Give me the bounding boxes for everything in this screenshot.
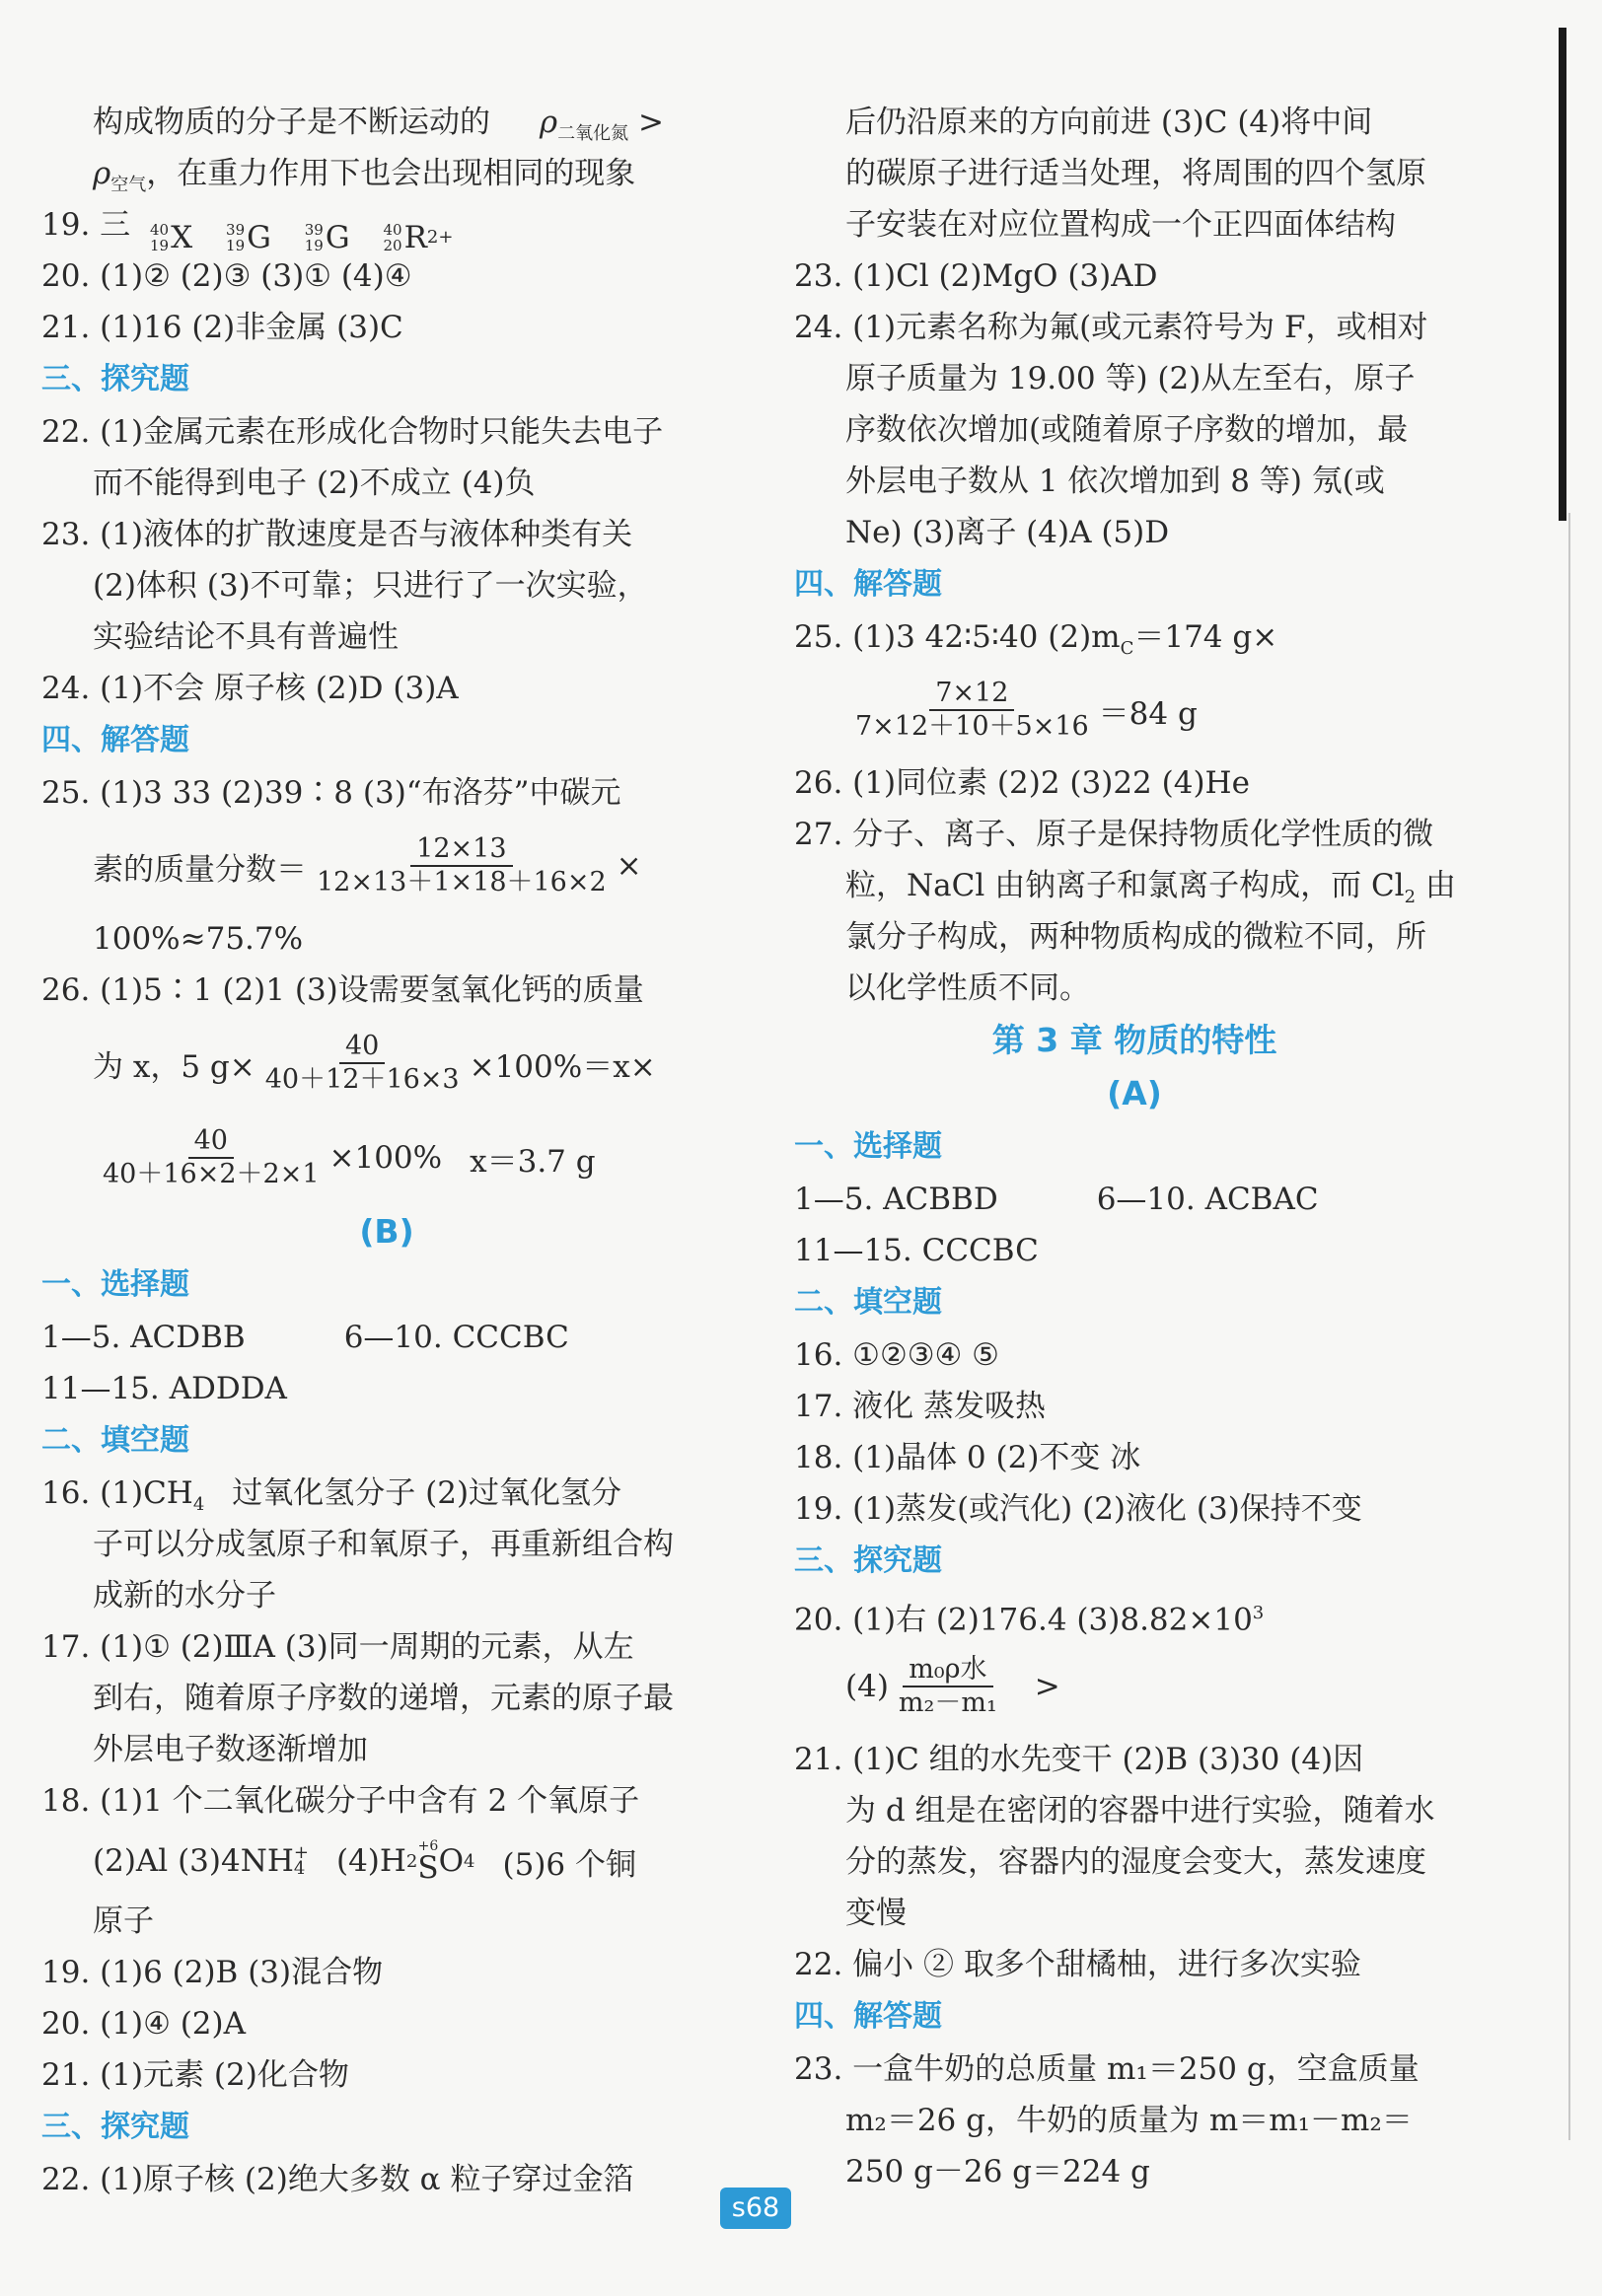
answer-23: 23. (1)Cl (2)MgO (3)AD	[794, 258, 1158, 294]
text-line: 变慢	[845, 1896, 907, 1931]
section-heading: 一、选择题	[41, 1267, 189, 1302]
answer-22: 22. 偏小 ② 取多个甜橘柚，进行多次实验	[794, 1947, 1361, 1982]
text-line: 到右，随着原子序数的递增，元素的原子最	[93, 1681, 674, 1716]
answer-22: 22. (1)原子核 (2)绝大多数 α 粒子穿过金箔	[41, 2162, 634, 2197]
text-line: 原子质量为 19.00 等) (2)从左至右，原子	[845, 361, 1416, 396]
answer-18: 18. (1)1 个二氧化碳分子中含有 2 个氧原子	[41, 1783, 640, 1819]
answer-24: 24. (1)不会 原子核 (2)D (3)A	[41, 671, 459, 706]
section-heading: 三、探究题	[794, 1543, 942, 1578]
page-number: s68	[720, 2188, 791, 2229]
section-heading: 二、填空题	[794, 1285, 942, 1320]
text-line: $\rho_{空气}$，在重力作用下也会出现相同的现象	[93, 156, 636, 196]
part-heading: (B)	[359, 1212, 414, 1251]
text-line: 后仍沿原来的方向前进 (3)C (4)将中间	[845, 105, 1373, 140]
text-line: 氯分子构成，两种物质构成的微粒不同，所	[845, 919, 1426, 955]
text-line: (2)体积 (3)不可靠；只进行了一次实验，	[93, 568, 648, 604]
text-line: 原子	[93, 1903, 154, 1939]
left-column	[41, 97, 732, 2205]
isotope: 39 19 G	[304, 220, 350, 255]
answer-25: 25. (1)3 33 (2)39∶8 (3)“布洛芬”中碳元	[41, 775, 621, 811]
fraction: $\frac{40}{40+16\times 2+2\times 1}$	[103, 1125, 320, 1189]
answer-21: 21. (1)16 (2)非金属 (3)C	[41, 310, 403, 345]
fraction: $\frac{7\times 12}{7\times 12+10+5\times 16}$	[855, 678, 1089, 742]
text-line: 成新的水分子	[93, 1578, 276, 1614]
text-line: 粒，NaCl 由钠离子和氯离子构成，而 $Cl_2$ 由	[845, 868, 1456, 908]
choice-answers: 11—15. CCCBC	[794, 1233, 1039, 1268]
answer-19: 19. (1)6 (2)B (3)混合物	[41, 1955, 384, 1990]
text-line: 序数依次增加(或随着原子序数的增加，最	[845, 412, 1409, 448]
answer-16: 16. ①②③④ ⑤	[794, 1337, 999, 1373]
text-line: 外层电子数逐渐增加	[93, 1732, 368, 1767]
formula-line: $\frac{7\times 12}{7\times 12+10+5\times 16}$ ＝84 g	[794, 663, 1475, 757]
answer-24: 24. (1)元素名称为氟(或元素符号为 F，或相对	[794, 310, 1428, 345]
answer-19: 19. 三 40 19 X 39 19 G 39 19 G 40 20 R 2+	[41, 199, 732, 251]
fraction: $\frac{40}{40+12+16\times 3}$	[264, 1031, 460, 1095]
page-edge-shadow	[1568, 513, 1570, 2140]
chapter-title: 第 3 章 物质的特性	[991, 1021, 1277, 1059]
formula-line: (2)Al (3)4NH + 4 (4)H 2 +6 S O 4 (5)6 个铜	[93, 1837, 636, 1886]
answer-17: 17. (1)① (2)ⅢA (3)同一周期的元素，从左	[41, 1629, 634, 1665]
text-line: 为 d 组是在密闭的容器中进行实验，随着水	[845, 1793, 1435, 1829]
text-line: 构成物质的分子是不断运动的 $\rho_{二氧化氮}$ >	[93, 105, 664, 145]
text-line: 子可以分成氢原子和氧原子，再重新组合构	[93, 1527, 674, 1562]
text-line: 以化学性质不同。	[845, 970, 1090, 1006]
text-line: 子安装在对应位置构成一个正四面体结构	[845, 207, 1396, 243]
text-line: 100%≈75.7%	[93, 921, 304, 957]
text-line: Ne) (3)离子 (4)A (5)D	[845, 515, 1170, 550]
section-heading: 三、探究题	[41, 2110, 189, 2144]
answer-17: 17. 液化 蒸发吸热	[794, 1389, 1047, 1424]
text-line: 的碳原子进行适当处理，将周围的四个氢原	[845, 156, 1426, 191]
part-heading: (A)	[1107, 1074, 1162, 1112]
answer-27: 27. 分子、离子、原子是保持物质化学性质的微	[794, 817, 1434, 852]
answer-20: 20. (1)右 (2)176.4 $(3)8.82\times 10^3$	[794, 1602, 1265, 1638]
section-heading: 四、解答题	[794, 567, 942, 602]
answer-19: 19. (1)蒸发(或汽化) (2)液化 (3)保持不变	[794, 1491, 1362, 1527]
choice-answers: 11—15. ADDDA	[41, 1371, 287, 1406]
answer-23: 23. 一盒牛奶的总质量 m₁＝250 g，空盒质量	[794, 2051, 1420, 2087]
choice-answers: 1—5. ACBBD 6—10. ACBAC	[794, 1182, 1319, 1217]
text-line: 实验结论不具有普遍性	[93, 619, 399, 655]
section-heading: 二、填空题	[41, 1423, 189, 1458]
choice-answers: 1—5. ACDBB 6—10. CCCBC	[41, 1320, 569, 1355]
formula-line: (4) $\frac{\text{m₀ρ水}}{\text{m₂－m₁}}$ >	[845, 1654, 1060, 1718]
text-line: 分的蒸发，容器内的湿度会变大，蒸发速度	[845, 1844, 1426, 1880]
formula-line: $\frac{40}{40+16\times 2+2\times 1}$ ×100% x＝3.7 g	[41, 1111, 732, 1205]
text-line: m₂＝26 g，牛奶的质量为 m＝m₁－m₂＝	[845, 2103, 1413, 2138]
text-line: 外层电子数从 1 依次增加到 8 等) 氖(或	[845, 464, 1385, 499]
section-heading: 四、解答题	[794, 1999, 942, 2034]
section-heading: 三、探究题	[41, 362, 189, 396]
isotope: 40 20 R 2+	[383, 220, 454, 255]
answer-26: 26. (1)5∶1 (2)1 (3)设需要氢氧化钙的质量	[41, 972, 644, 1008]
text-line: 而不能得到电子 (2)不成立 (4)负	[93, 466, 536, 501]
answer-21: 21. (1)元素 (2)化合物	[41, 2057, 349, 2093]
answer-21: 21. (1)C 组的水先变干 (2)B (3)30 (4)因	[794, 1742, 1364, 1777]
answer-16: 16. $(1)CH_4$ 过氧化氢分子 (2)过氧化氢分	[41, 1475, 622, 1516]
formula-line: 素的质量分数＝ $\frac{12\times 13}{12\times 13+1\times 18+16\times 2}$ ×	[93, 833, 642, 897]
right-column	[794, 97, 1475, 2197]
formula-line: 为 x，5 g× $\frac{40}{40+12+16\times 3}$ ×100%＝x×	[93, 1031, 656, 1095]
section-heading: 四、解答题	[41, 723, 189, 757]
text-line: 250 g－26 g＝224 g	[845, 2154, 1150, 2189]
isotope: 40 19 X	[150, 220, 193, 255]
answer-26: 26. (1)同位素 (2)2 (3)22 (4)He	[794, 765, 1250, 801]
isotope: 39 19 G	[226, 220, 271, 255]
fraction: $\frac{\text{m₀ρ水}}{\text{m₂－m₁}}$	[898, 1654, 997, 1718]
answer-20: 20. (1)② (2)③ (3)① (4)④	[41, 258, 412, 294]
answer-23: 23. (1)液体的扩散速度是否与液体种类有关	[41, 517, 633, 552]
answer-20: 20. (1)④ (2)A	[41, 2006, 247, 2042]
answer-22: 22. (1)金属元素在形成化合物时只能失去电子	[41, 414, 664, 450]
page-edge-bar	[1559, 28, 1566, 521]
answer-25: 25. (1)3 42∶5∶40 $(2)m_C=174$ g×	[794, 619, 1278, 660]
section-heading: 一、选择题	[794, 1129, 942, 1164]
answer-18: 18. (1)晶体 0 (2)不变 冰	[794, 1440, 1141, 1475]
fraction: $\frac{12\times 13}{12\times 13+1\times 18+16\times 2}$	[317, 833, 607, 897]
